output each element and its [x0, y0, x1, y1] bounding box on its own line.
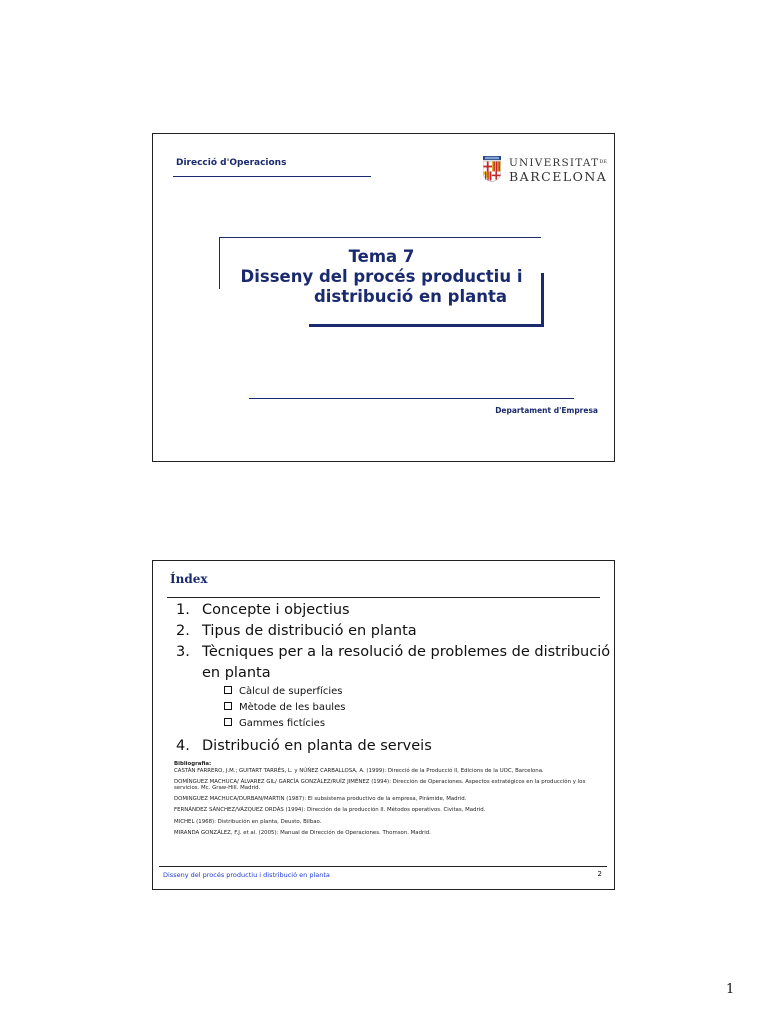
slide1-header: Direcció d'Operacions	[176, 158, 287, 168]
checkbox-bullet-icon	[224, 686, 232, 694]
bibliography-entry: DOMÍNGUEZ MACHUCA/ ÁLVAREZ GIL/ GARCÍA GONZÁLEZ/RUÍZ JIMÉNEZ (1994): Dirección de Operaciones. Aspectos estratégicos en la producción y los servicios. Mc. Graw-Hill. Madrid.	[174, 778, 586, 792]
slide-1	[152, 133, 615, 462]
university-logo	[483, 156, 608, 184]
bibliography-entry: CASTÁN FARRERO, J.M.; GUITART TARRÉS, L. y NÚÑEZ CARBALLOSA, A. (1999): Direcció de la Producció II, Edicions de la UOC, Barcelona.	[174, 767, 544, 774]
index-item-label: Concepte i objectius	[202, 602, 350, 618]
index-item-label: Tècniques per a la resolució de problemes de distribució en planta	[202, 644, 611, 681]
checkbox-bullet-icon	[224, 702, 232, 710]
index-item-label: Tipus de distribució en planta	[202, 623, 417, 639]
title-box	[219, 237, 544, 327]
sub-item: Mètode de les baules	[224, 700, 616, 716]
index-item-1	[176, 600, 616, 621]
logo-line2: BARCELONA	[509, 169, 608, 184]
slide2-title: Índex	[170, 572, 208, 586]
slide-2	[152, 560, 615, 890]
bibliography-entry: MIRANDA GONZÁLEZ, F.J. et al. (2005): Manual de Dirección de Operaciones. Thomson. Madrid.	[174, 829, 431, 836]
bibliography-entry: MICHEL (1968): Distribución en planta, Deusto, Bilbao.	[174, 818, 322, 825]
bibliography-entry: FERNÁNDEZ SÁNCHEZ/VÁZQUEZ ORDÁS (1994): Dirección de la producción II. Métodos operativos. Civitas, Madrid.	[174, 807, 486, 814]
page-number: 1	[726, 982, 735, 997]
index-item-number: 4.	[176, 738, 190, 754]
sub-item: Gammes fictícies	[224, 716, 616, 732]
title-frame-bottom	[309, 324, 544, 327]
title-divider	[167, 597, 600, 598]
footer-divider	[249, 398, 574, 399]
index-item-4	[176, 736, 616, 757]
title-line-3: distribució en planta	[313, 287, 508, 306]
header-divider	[173, 176, 371, 177]
sub-item: Càlcul de superfícies	[224, 684, 616, 700]
title-frame-top	[219, 237, 541, 238]
index-item-number: 1.	[176, 602, 190, 618]
logo-line1: $UNIVERSITAT^{DE}$	[509, 157, 607, 169]
bibliography-entry: DOMINGUEZ MACHUCA/DURBAN/MARTIN (1987): El subsistema productivo de la empresa, Pirámide, Madrid.	[174, 796, 467, 803]
index-subitems	[176, 684, 616, 732]
bibliography-title: Bibliografia:	[174, 761, 212, 767]
title-line-1: Tema 7	[348, 247, 415, 266]
university-shield-icon	[483, 156, 501, 182]
index-item-label: Distribució en planta de serveis	[202, 738, 432, 754]
index-item-2	[176, 621, 616, 642]
index-item-number: 2.	[176, 623, 190, 639]
slide-page-number: 2	[597, 870, 602, 878]
slide1-footer: Departament d'Empresa	[495, 406, 598, 415]
title-line-2: Disseny del procés productiu i	[240, 267, 523, 286]
index-item-3	[176, 642, 616, 684]
checkbox-bullet-icon	[224, 718, 232, 726]
slide1-title	[219, 247, 544, 307]
index-list	[176, 600, 616, 757]
footer-divider	[159, 866, 607, 867]
index-item-number: 3.	[176, 644, 190, 660]
slide2-footer: Disseny del procés productiu i distribució en planta	[163, 871, 330, 879]
bibliography	[174, 761, 594, 841]
